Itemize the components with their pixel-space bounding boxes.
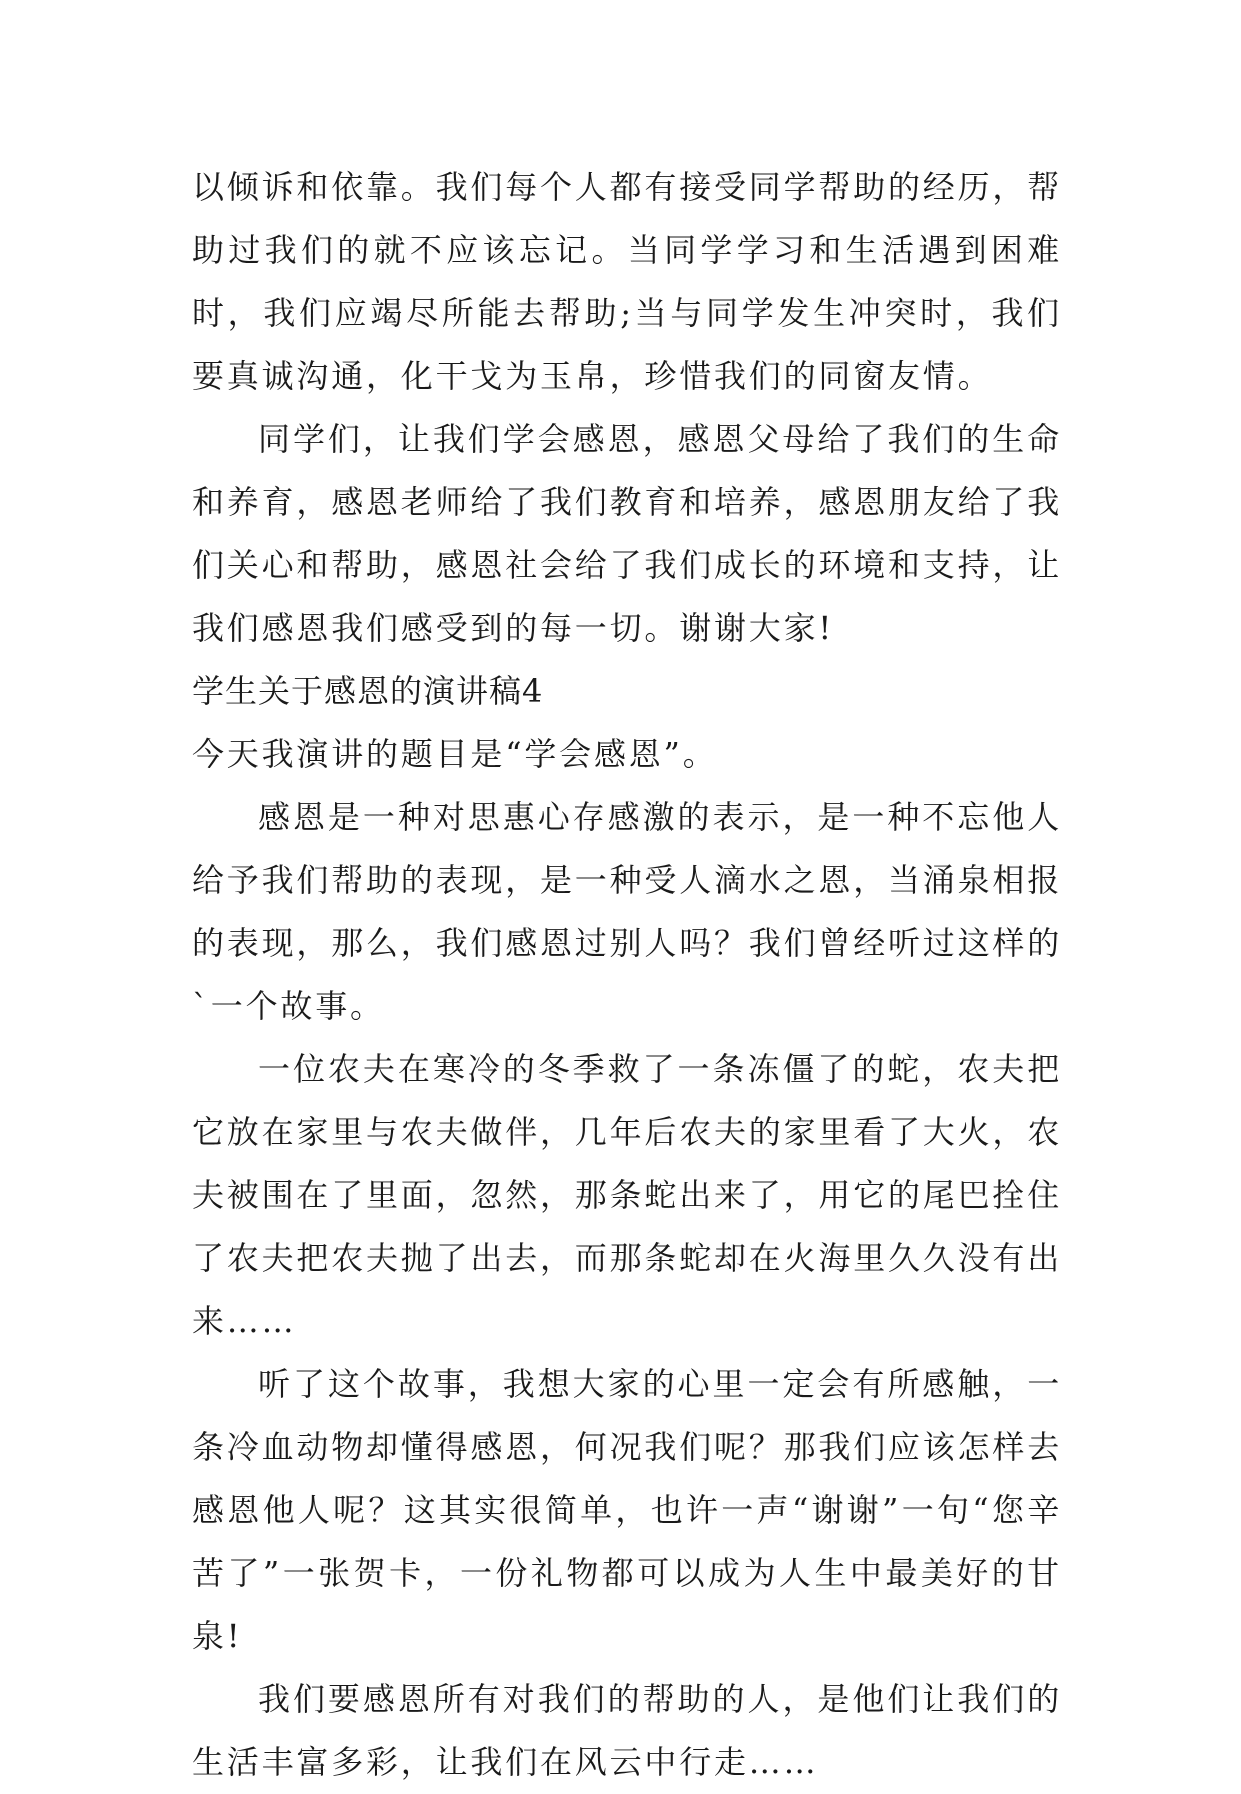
paragraph-story: 一位农夫在寒冷的冬季救了一条冻僵了的蛇，农夫把它放在家里与农夫做伴，几年后农夫的家里看了大火，农夫被围在了里面，忽然，那条蛇出来了，用它的尾巴拴住了农夫把农夫抛了出去，而那条蛇却在火海里久久没有出来…… — [192, 1050, 1063, 1340]
document-body — [192, 156, 1062, 1794]
paragraph-reflection: 听了这个故事，我想大家的心里一定会有所感触，一条冷血动物却懂得感恩，何况我们呢？那我们应该怎样去感恩他人呢？这其实很简单，也许一声“谢谢”一句“您辛苦了”一张贺卡，一份礼物都可以成为人生中最美好的甘泉! — [192, 1365, 1063, 1655]
section-heading: 学生关于感恩的演讲稿4 — [192, 672, 544, 710]
paragraph-closing: 同学们，让我们学会感恩，感恩父母给了我们的生命和养育，感恩老师给了我们教育和培养，感恩朋友给了我们关心和帮助，感恩社会给了我们成长的环境和支持，让我们感恩我们感受到的每一切。谢谢大家! — [192, 420, 1063, 647]
paragraph-speech-topic: 今天我演讲的题目是“学会感恩”。 — [192, 735, 718, 773]
paragraph-definition: 感恩是一种对思惠心存感激的表示，是一种不忘他人给予我们帮助的表现，是一种受人滴水之恩，当涌泉相报的表现，那么，我们感恩过别人吗？我们曾经听过这样的`一个故事。 — [192, 798, 1063, 1025]
paragraph-gratitude: 我们要感恩所有对我们的帮助的人，是他们让我们的生活丰富多彩，让我们在风云中行走…… — [192, 1680, 1062, 1781]
paragraph-continuation: 以倾诉和依靠。我们每个人都有接受同学帮助的经历，帮助过我们的就不应该忘记。当同学学习和生活遇到困难时，我们应竭尽所能去帮助;当与同学发生冲突时，我们要真诚沟通，化干戈为玉帛，珍惜我们的同窗友情。 — [192, 168, 1063, 395]
